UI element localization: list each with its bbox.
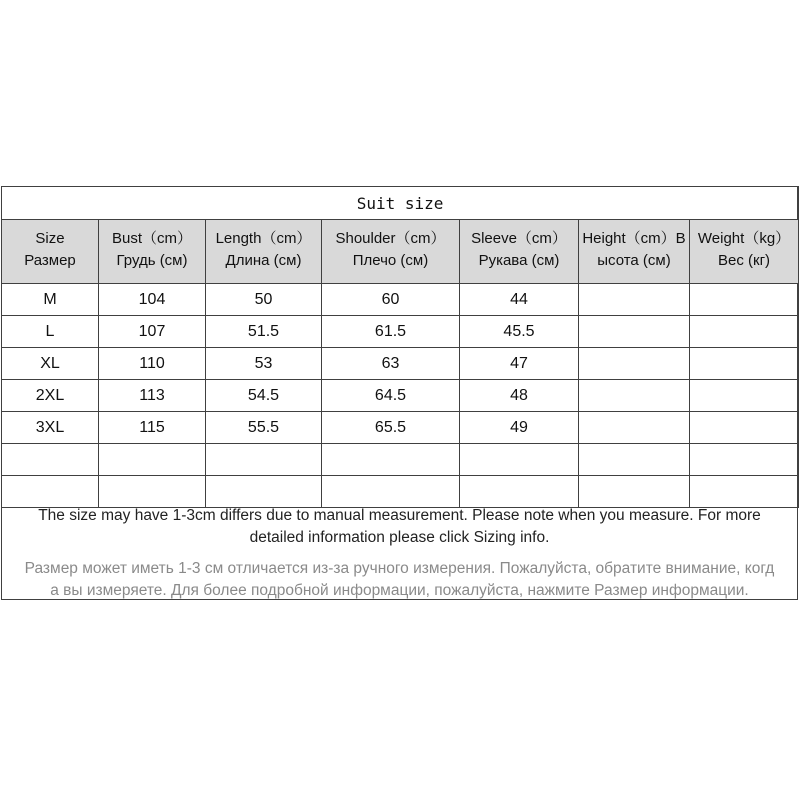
table-row <box>2 444 799 476</box>
table-cell <box>690 348 799 380</box>
table-cell: 65.5 <box>322 412 460 444</box>
size-note <box>1 505 798 602</box>
table-cell: 110 <box>99 348 206 380</box>
table-cell: 113 <box>99 380 206 412</box>
note-english: The size may have 1-3cm differs due to manual measurement. Please note when you measure. For more detailed information please click Sizing info. <box>38 507 761 546</box>
table-cell <box>690 444 799 476</box>
table-cell <box>579 476 690 508</box>
table-cell: 115 <box>99 412 206 444</box>
table-cell: 51.5 <box>206 316 322 348</box>
size-table <box>1 186 799 508</box>
header-length: Length（cm） Длина (см) <box>206 220 322 284</box>
header-size: Size Размер <box>2 220 99 284</box>
header-height: Height（cm）В ысота (см) <box>579 220 690 284</box>
table-row <box>2 476 799 508</box>
header-weight: Weight（kg） Вес (кг) <box>690 220 799 284</box>
table-cell <box>322 476 460 508</box>
table-cell <box>579 348 690 380</box>
table-cell <box>690 316 799 348</box>
table-cell: 61.5 <box>322 316 460 348</box>
table-cell: 2XL <box>2 380 99 412</box>
table-row <box>2 284 799 316</box>
table-cell <box>206 476 322 508</box>
header-sleeve: Sleeve（cm） Рукава (см) <box>460 220 579 284</box>
table-row <box>2 412 799 444</box>
table-cell: M <box>2 284 99 316</box>
table-cell: 55.5 <box>206 412 322 444</box>
table-cell <box>460 476 579 508</box>
table-row <box>2 316 799 348</box>
header-row <box>2 220 799 284</box>
table-cell <box>690 412 799 444</box>
table-cell: 63 <box>322 348 460 380</box>
table-title: Suit size <box>2 187 799 220</box>
table-cell <box>322 444 460 476</box>
table-cell: 60 <box>322 284 460 316</box>
header-bust: Bust（cm） Грудь (см) <box>99 220 206 284</box>
table-cell <box>2 476 99 508</box>
table-cell <box>460 444 579 476</box>
table-cell: 50 <box>206 284 322 316</box>
table-cell <box>99 444 206 476</box>
table-row <box>2 380 799 412</box>
table-cell <box>206 444 322 476</box>
table-cell <box>690 476 799 508</box>
table-cell: 49 <box>460 412 579 444</box>
table-cell: 54.5 <box>206 380 322 412</box>
header-shoulder: Shoulder（cm） Плечо (см) <box>322 220 460 284</box>
table-cell: 48 <box>460 380 579 412</box>
table-cell: 45.5 <box>460 316 579 348</box>
table-cell <box>579 316 690 348</box>
table-cell: 64.5 <box>322 380 460 412</box>
table-cell: 107 <box>99 316 206 348</box>
table-cell: 53 <box>206 348 322 380</box>
table-cell <box>579 444 690 476</box>
table-cell: 3XL <box>2 412 99 444</box>
table-cell: 47 <box>460 348 579 380</box>
table-cell <box>690 380 799 412</box>
table-cell <box>579 412 690 444</box>
table-row <box>2 348 799 380</box>
table-cell: L <box>2 316 99 348</box>
table-cell: 44 <box>460 284 579 316</box>
table-cell <box>2 444 99 476</box>
size-chart <box>1 186 798 600</box>
table-cell: XL <box>2 348 99 380</box>
table-cell <box>579 380 690 412</box>
note-russian: Размер может иметь 1-3 см отличается из-за ручного измерения. Пожалуйста, обратите внимание, когд а вы измеряете. Для более подробной информации, пожалуйста, нажмите Размер информации. <box>24 560 775 599</box>
table-cell <box>579 284 690 316</box>
table-cell <box>690 284 799 316</box>
table-cell <box>99 476 206 508</box>
table-cell: 104 <box>99 284 206 316</box>
